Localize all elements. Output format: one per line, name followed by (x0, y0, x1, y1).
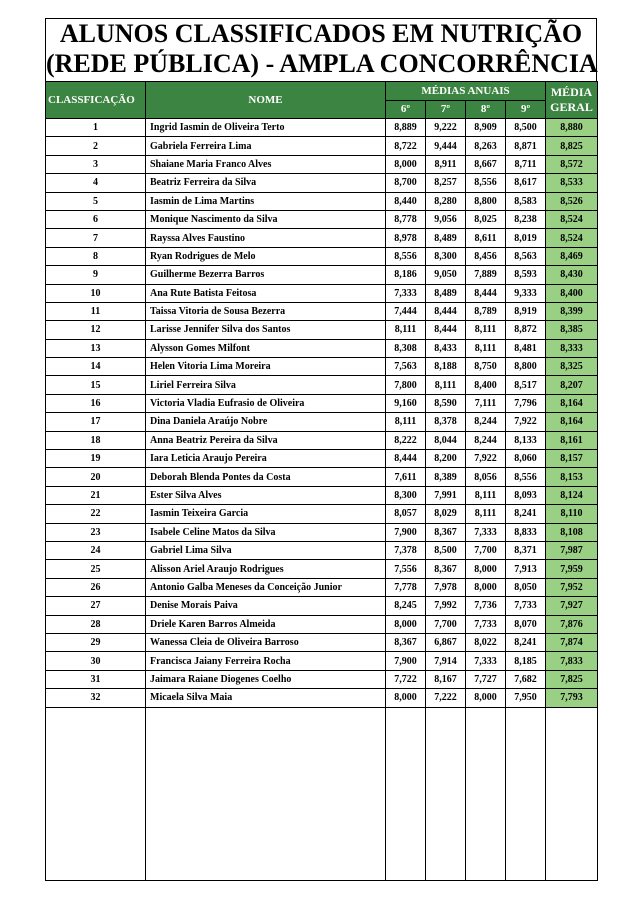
media-9-cell: 9,333 (506, 284, 546, 302)
media-8-cell: 7,922 (466, 450, 506, 468)
name-cell: Gabriela Ferreira Lima (146, 137, 386, 155)
media-7-cell: 8,280 (426, 192, 466, 210)
media-8-cell: 8,000 (466, 689, 506, 707)
media-6-cell: 8,308 (386, 339, 426, 357)
media-7-cell: 7,914 (426, 652, 466, 670)
media-8-cell: 8,111 (466, 321, 506, 339)
media-6-cell: 8,222 (386, 431, 426, 449)
media-8-cell: 8,800 (466, 192, 506, 210)
classification-cell: 11 (46, 302, 146, 320)
media-6-cell: 8,367 (386, 633, 426, 651)
media-8-cell: 8,025 (466, 210, 506, 228)
media-9-cell: 8,185 (506, 652, 546, 670)
media-8-cell: 7,333 (466, 523, 506, 541)
table-row (46, 431, 598, 449)
name-cell: Larisse Jennifer Silva dos Santos (146, 321, 386, 339)
classification-cell: 14 (46, 358, 146, 376)
media-9-cell: 8,800 (506, 358, 546, 376)
media-8-cell: 8,400 (466, 376, 506, 394)
name-cell: Ingrid Iasmin de Oliveira Terto (146, 119, 386, 137)
media-7-cell: 7,222 (426, 689, 466, 707)
table-row (46, 229, 598, 247)
media-6-cell: 7,900 (386, 652, 426, 670)
media-geral-cell: 7,793 (546, 689, 598, 707)
header-media-geral-line-1: MÉDIA (550, 85, 593, 99)
media-9-cell: 8,563 (506, 247, 546, 265)
media-geral-cell: 7,959 (546, 560, 598, 578)
classification-cell: 5 (46, 192, 146, 210)
media-geral-cell: 8,880 (546, 119, 598, 137)
media-geral-cell: 7,952 (546, 578, 598, 596)
table-row (46, 523, 598, 541)
media-8-cell: 8,667 (466, 155, 506, 173)
media-9-cell: 7,922 (506, 413, 546, 431)
table-row (46, 376, 598, 394)
table-row (46, 137, 598, 155)
header-ano-6: 6º (386, 100, 426, 119)
classification-cell: 12 (46, 321, 146, 339)
media-8-cell: 8,750 (466, 358, 506, 376)
media-9-cell: 8,371 (506, 541, 546, 559)
media-8-cell: 7,889 (466, 266, 506, 284)
classification-cell: 30 (46, 652, 146, 670)
table-row (46, 413, 598, 431)
media-9-cell: 8,241 (506, 633, 546, 651)
media-6-cell: 7,778 (386, 578, 426, 596)
classification-cell: 9 (46, 266, 146, 284)
title-line-2: (REDE PÚBLICA) - AMPLA CONCORRÊNCIA (46, 49, 598, 78)
classification-cell: 16 (46, 394, 146, 412)
name-cell: Dina Daniela Araújo Nobre (146, 413, 386, 431)
media-7-cell: 7,700 (426, 615, 466, 633)
media-7-cell: 8,200 (426, 450, 466, 468)
name-cell: Liriel Ferreira Silva (146, 376, 386, 394)
media-8-cell: 8,000 (466, 578, 506, 596)
media-8-cell: 7,111 (466, 394, 506, 412)
classification-cell: 22 (46, 505, 146, 523)
media-geral-cell: 7,833 (546, 652, 598, 670)
media-geral-cell: 8,207 (546, 376, 598, 394)
media-6-cell: 7,722 (386, 670, 426, 688)
media-9-cell: 8,060 (506, 450, 546, 468)
media-7-cell: 8,167 (426, 670, 466, 688)
table-row (46, 284, 598, 302)
media-7-cell: 7,991 (426, 486, 466, 504)
media-9-cell: 8,133 (506, 431, 546, 449)
media-9-cell: 8,517 (506, 376, 546, 394)
media-6-cell: 8,889 (386, 119, 426, 137)
media-geral-cell: 7,987 (546, 541, 598, 559)
media-7-cell: 8,590 (426, 394, 466, 412)
media-7-cell: 8,433 (426, 339, 466, 357)
media-8-cell: 7,700 (466, 541, 506, 559)
media-8-cell: 8,789 (466, 302, 506, 320)
media-geral-cell: 8,572 (546, 155, 598, 173)
media-6-cell: 8,111 (386, 321, 426, 339)
name-cell: Gabriel Lima Silva (146, 541, 386, 559)
table-row (46, 192, 598, 210)
media-9-cell: 7,682 (506, 670, 546, 688)
media-6-cell: 9,160 (386, 394, 426, 412)
classification-cell: 19 (46, 450, 146, 468)
table-row (46, 468, 598, 486)
media-8-cell: 7,333 (466, 652, 506, 670)
empty-cell (146, 707, 386, 880)
table-row (46, 486, 598, 504)
empty-cell (546, 707, 598, 880)
media-7-cell: 8,489 (426, 229, 466, 247)
media-6-cell: 7,556 (386, 560, 426, 578)
table-row (46, 652, 598, 670)
media-7-cell: 7,978 (426, 578, 466, 596)
empty-cell (46, 707, 146, 880)
table-row (46, 394, 598, 412)
media-6-cell: 8,778 (386, 210, 426, 228)
name-cell: Taissa Vitoria de Sousa Bezerra (146, 302, 386, 320)
name-cell: Iara Leticia Araujo Pereira (146, 450, 386, 468)
media-geral-cell: 8,825 (546, 137, 598, 155)
name-cell: Ester Silva Alves (146, 486, 386, 504)
table-row (46, 358, 598, 376)
header-media-geral-line-2: GERAL (550, 100, 593, 114)
media-8-cell: 8,111 (466, 505, 506, 523)
media-geral-cell: 8,526 (546, 192, 598, 210)
media-9-cell: 8,871 (506, 137, 546, 155)
classification-cell: 32 (46, 689, 146, 707)
name-cell: Shaiane Maria Franco Alves (146, 155, 386, 173)
table-row (46, 210, 598, 228)
name-cell: Anna Beatriz Pereira da Silva (146, 431, 386, 449)
media-8-cell: 7,733 (466, 615, 506, 633)
table-row (46, 155, 598, 173)
media-6-cell: 8,444 (386, 450, 426, 468)
media-geral-cell: 8,430 (546, 266, 598, 284)
media-9-cell: 8,711 (506, 155, 546, 173)
media-6-cell: 8,440 (386, 192, 426, 210)
media-8-cell: 8,611 (466, 229, 506, 247)
header-classificacao: CLASSFICAÇÃO (46, 82, 146, 119)
table-row (46, 541, 598, 559)
media-8-cell: 8,111 (466, 339, 506, 357)
table-row (46, 266, 598, 284)
media-6-cell: 8,000 (386, 689, 426, 707)
media-6-cell: 7,563 (386, 358, 426, 376)
name-cell: Ryan Rodrigues de Melo (146, 247, 386, 265)
name-cell: Ana Rute Batista Feitosa (146, 284, 386, 302)
header-medias-anuais: MÉDIAS ANUAIS (386, 82, 546, 101)
classification-cell: 6 (46, 210, 146, 228)
media-9-cell: 8,093 (506, 486, 546, 504)
media-7-cell: 8,389 (426, 468, 466, 486)
media-9-cell: 8,583 (506, 192, 546, 210)
table-row (46, 633, 598, 651)
name-cell: Antonio Galba Meneses da Conceição Junior (146, 578, 386, 596)
media-geral-cell: 8,385 (546, 321, 598, 339)
media-9-cell: 8,238 (506, 210, 546, 228)
table-row (46, 174, 598, 192)
classification-cell: 2 (46, 137, 146, 155)
media-9-cell: 8,872 (506, 321, 546, 339)
classification-cell: 31 (46, 670, 146, 688)
name-cell: Francisca Jaiany Ferreira Rocha (146, 652, 386, 670)
media-8-cell: 8,556 (466, 174, 506, 192)
name-cell: Victoria Vladia Eufrasio de Oliveira (146, 394, 386, 412)
media-7-cell: 8,029 (426, 505, 466, 523)
name-cell: Denise Morais Paiva (146, 597, 386, 615)
media-8-cell: 8,022 (466, 633, 506, 651)
table-row (46, 615, 598, 633)
media-8-cell: 8,909 (466, 119, 506, 137)
media-7-cell: 8,257 (426, 174, 466, 192)
classification-cell: 7 (46, 229, 146, 247)
table-body (46, 119, 598, 881)
name-cell: Alysson Gomes Milfont (146, 339, 386, 357)
media-6-cell: 8,556 (386, 247, 426, 265)
media-8-cell: 8,000 (466, 560, 506, 578)
media-7-cell: 8,378 (426, 413, 466, 431)
media-7-cell: 8,500 (426, 541, 466, 559)
media-8-cell: 8,244 (466, 431, 506, 449)
name-cell: Rayssa Alves Faustino (146, 229, 386, 247)
media-geral-cell: 8,108 (546, 523, 598, 541)
media-6-cell: 7,900 (386, 523, 426, 541)
classification-cell: 15 (46, 376, 146, 394)
classification-cell: 18 (46, 431, 146, 449)
header-nome: NOME (146, 82, 386, 119)
media-7-cell: 7,992 (426, 597, 466, 615)
empty-cell (506, 707, 546, 880)
table-row (46, 302, 598, 320)
table-row (46, 505, 598, 523)
classification-cell: 4 (46, 174, 146, 192)
media-6-cell: 7,611 (386, 468, 426, 486)
media-9-cell: 8,019 (506, 229, 546, 247)
media-8-cell: 8,444 (466, 284, 506, 302)
classification-cell: 23 (46, 523, 146, 541)
media-geral-cell: 8,524 (546, 210, 598, 228)
classification-cell: 24 (46, 541, 146, 559)
classification-cell: 17 (46, 413, 146, 431)
title-block (45, 18, 597, 81)
media-geral-cell: 8,400 (546, 284, 598, 302)
media-6-cell: 7,444 (386, 302, 426, 320)
media-9-cell: 8,050 (506, 578, 546, 596)
name-cell: Driele Karen Barros Almeida (146, 615, 386, 633)
media-9-cell: 7,950 (506, 689, 546, 707)
media-6-cell: 8,700 (386, 174, 426, 192)
table-row (46, 339, 598, 357)
media-7-cell: 8,188 (426, 358, 466, 376)
classification-cell: 29 (46, 633, 146, 651)
media-7-cell: 9,222 (426, 119, 466, 137)
media-geral-cell: 7,927 (546, 597, 598, 615)
classification-cell: 10 (46, 284, 146, 302)
media-6-cell: 8,186 (386, 266, 426, 284)
empty-cell (466, 707, 506, 880)
media-8-cell: 8,244 (466, 413, 506, 431)
table-row (46, 670, 598, 688)
media-6-cell: 8,000 (386, 615, 426, 633)
media-geral-cell: 8,110 (546, 505, 598, 523)
header-media-geral (546, 82, 598, 119)
media-7-cell: 8,444 (426, 321, 466, 339)
media-geral-cell: 8,325 (546, 358, 598, 376)
empty-cell (386, 707, 426, 880)
media-9-cell: 8,617 (506, 174, 546, 192)
media-7-cell: 9,056 (426, 210, 466, 228)
classification-sheet (45, 18, 597, 881)
name-cell: Guilherme Bezerra Barros (146, 266, 386, 284)
media-geral-cell: 7,825 (546, 670, 598, 688)
media-7-cell: 9,444 (426, 137, 466, 155)
media-8-cell: 7,736 (466, 597, 506, 615)
media-9-cell: 8,500 (506, 119, 546, 137)
header-ano-8: 8º (466, 100, 506, 119)
name-cell: Beatriz Ferreira da Silva (146, 174, 386, 192)
media-geral-cell: 8,399 (546, 302, 598, 320)
classification-cell: 27 (46, 597, 146, 615)
media-geral-cell: 8,469 (546, 247, 598, 265)
media-6-cell: 8,057 (386, 505, 426, 523)
media-8-cell: 8,456 (466, 247, 506, 265)
empty-row (46, 707, 598, 880)
name-cell: Wanessa Cleia de Oliveira Barroso (146, 633, 386, 651)
media-7-cell: 9,050 (426, 266, 466, 284)
media-geral-cell: 7,876 (546, 615, 598, 633)
table-row (46, 578, 598, 596)
media-8-cell: 8,263 (466, 137, 506, 155)
table-row (46, 321, 598, 339)
media-7-cell: 8,367 (426, 523, 466, 541)
table-row (46, 597, 598, 615)
media-7-cell: 8,111 (426, 376, 466, 394)
media-6-cell: 8,978 (386, 229, 426, 247)
media-6-cell: 8,300 (386, 486, 426, 504)
media-9-cell: 7,796 (506, 394, 546, 412)
media-geral-cell: 8,153 (546, 468, 598, 486)
media-geral-cell: 8,124 (546, 486, 598, 504)
media-7-cell: 8,300 (426, 247, 466, 265)
media-9-cell: 8,070 (506, 615, 546, 633)
media-geral-cell: 8,164 (546, 413, 598, 431)
media-7-cell: 8,489 (426, 284, 466, 302)
media-geral-cell: 7,874 (546, 633, 598, 651)
name-cell: Jaimara Raiane Diogenes Coelho (146, 670, 386, 688)
name-cell: Alisson Ariel Araujo Rodrigues (146, 560, 386, 578)
table-row (46, 689, 598, 707)
name-cell: Deborah Blenda Pontes da Costa (146, 468, 386, 486)
classification-cell: 21 (46, 486, 146, 504)
classification-cell: 1 (46, 119, 146, 137)
media-9-cell: 8,919 (506, 302, 546, 320)
table-row (46, 247, 598, 265)
media-6-cell: 7,800 (386, 376, 426, 394)
media-6-cell: 7,333 (386, 284, 426, 302)
results-table (45, 81, 598, 881)
name-cell: Iasmin de Lima Martins (146, 192, 386, 210)
media-6-cell: 8,111 (386, 413, 426, 431)
media-geral-cell: 8,157 (546, 450, 598, 468)
header-ano-7: 7º (426, 100, 466, 119)
media-7-cell: 8,911 (426, 155, 466, 173)
media-7-cell: 8,444 (426, 302, 466, 320)
table-row (46, 450, 598, 468)
media-9-cell: 8,481 (506, 339, 546, 357)
classification-cell: 28 (46, 615, 146, 633)
media-9-cell: 8,241 (506, 505, 546, 523)
media-7-cell: 6,867 (426, 633, 466, 651)
header-ano-9: 9º (506, 100, 546, 119)
name-cell: Helen Vitoria Lima Moreira (146, 358, 386, 376)
table-row (46, 119, 598, 137)
media-geral-cell: 8,161 (546, 431, 598, 449)
empty-cell (426, 707, 466, 880)
classification-cell: 26 (46, 578, 146, 596)
classification-cell: 20 (46, 468, 146, 486)
classification-cell: 8 (46, 247, 146, 265)
media-8-cell: 8,056 (466, 468, 506, 486)
media-geral-cell: 8,164 (546, 394, 598, 412)
media-7-cell: 8,367 (426, 560, 466, 578)
table-row (46, 560, 598, 578)
classification-cell: 13 (46, 339, 146, 357)
name-cell: Micaela Silva Maia (146, 689, 386, 707)
media-geral-cell: 8,533 (546, 174, 598, 192)
media-6-cell: 8,245 (386, 597, 426, 615)
name-cell: Monique Nascimento da Silva (146, 210, 386, 228)
media-geral-cell: 8,524 (546, 229, 598, 247)
media-6-cell: 8,722 (386, 137, 426, 155)
media-7-cell: 8,044 (426, 431, 466, 449)
media-9-cell: 7,733 (506, 597, 546, 615)
media-geral-cell: 8,333 (546, 339, 598, 357)
title-line-1: ALUNOS CLASSIFICADOS EM NUTRIÇÃO (59, 19, 583, 48)
media-9-cell: 7,913 (506, 560, 546, 578)
name-cell: Isabele Celine Matos da Silva (146, 523, 386, 541)
media-9-cell: 8,556 (506, 468, 546, 486)
media-9-cell: 8,833 (506, 523, 546, 541)
media-6-cell: 8,000 (386, 155, 426, 173)
media-8-cell: 8,111 (466, 486, 506, 504)
classification-cell: 25 (46, 560, 146, 578)
media-6-cell: 7,378 (386, 541, 426, 559)
media-9-cell: 8,593 (506, 266, 546, 284)
name-cell: Iasmin Teixeira Garcia (146, 505, 386, 523)
classification-cell: 3 (46, 155, 146, 173)
media-8-cell: 7,727 (466, 670, 506, 688)
